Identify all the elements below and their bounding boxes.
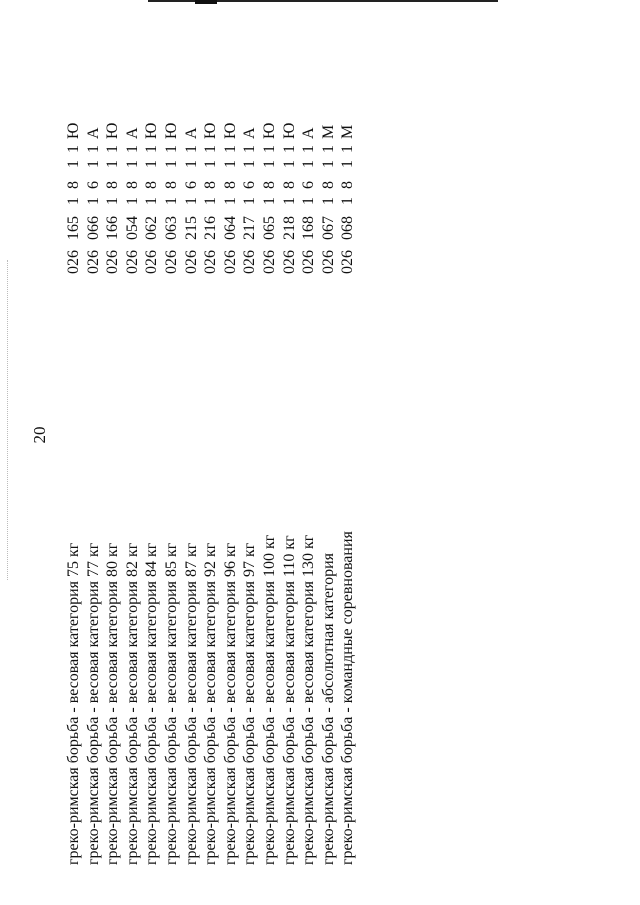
code-part-6: 1: [319, 145, 337, 153]
code-part-1: 026: [221, 250, 239, 274]
code-part-1: 026: [104, 250, 122, 274]
code-part-4: 6: [84, 181, 102, 189]
discipline-name: греко-римская борьба - весовая категория 130 кг: [300, 534, 318, 865]
code-part-2: 217: [241, 216, 259, 240]
code-part-5: 1: [300, 160, 318, 168]
code-part-6: 1: [241, 145, 259, 153]
discipline-name: греко-римская борьба - весовая категория 77 кг: [84, 542, 102, 865]
discipline-name: греко-римская борьба - весовая категория 87 кг: [182, 542, 200, 865]
code-part-5: 1: [260, 160, 278, 168]
code-part-6: 1: [182, 145, 200, 153]
code-letter: Ю: [280, 122, 298, 139]
code-letter: А: [182, 127, 200, 139]
discipline-name: греко-римская борьба - весовая категория 96 кг: [221, 542, 239, 865]
code-part-1: 026: [84, 250, 102, 274]
code-part-1: 026: [65, 250, 82, 274]
code-part-2: 215: [182, 216, 200, 240]
code-part-5: 1: [123, 160, 141, 168]
discipline-name: греко-римская борьба - весовая категория 100 кг: [260, 534, 278, 865]
code-part-4: 6: [300, 181, 318, 189]
discipline-name: греко-римская борьба - весовая категория 80 кг: [104, 542, 122, 865]
discipline-name: греко-римская борьба - абсолютная категория: [319, 552, 337, 865]
code-part-3: 1: [300, 197, 318, 205]
code-part-5: 1: [202, 160, 220, 168]
code-part-6: 1: [221, 145, 239, 153]
code-part-3: 1: [241, 197, 259, 205]
code-part-5: 1: [280, 160, 298, 168]
code-letter: М: [319, 124, 337, 139]
code-part-2: 066: [84, 216, 102, 240]
code-part-6: 1: [260, 145, 278, 153]
code-letter: М: [339, 124, 357, 139]
code-part-3: 1: [65, 197, 82, 205]
code-part-4: 8: [65, 181, 82, 189]
code-part-2: 067: [319, 216, 337, 240]
code-part-4: 6: [182, 181, 200, 189]
code-part-5: 1: [104, 160, 122, 168]
code-part-4: 8: [319, 181, 337, 189]
code-letter: Ю: [143, 122, 161, 139]
code-letter: Ю: [202, 122, 220, 139]
code-part-6: 1: [280, 145, 298, 153]
code-part-4: 8: [221, 181, 239, 189]
code-part-2: 063: [162, 216, 180, 240]
code-part-3: 1: [123, 197, 141, 205]
code-part-2: 165: [65, 216, 82, 240]
code-part-2: 054: [123, 216, 141, 240]
code-part-3: 1: [202, 197, 220, 205]
discipline-name: греко-римская борьба - командные соревнования: [339, 531, 357, 865]
code-letter: Ю: [104, 122, 122, 139]
code-part-4: 6: [241, 181, 259, 189]
code-part-1: 026: [280, 250, 298, 274]
code-part-4: 8: [280, 181, 298, 189]
code-part-5: 1: [162, 160, 180, 168]
code-part-4: 8: [123, 181, 141, 189]
code-letter: Ю: [65, 122, 82, 139]
code-part-6: 1: [162, 145, 180, 153]
code-part-2: 166: [104, 216, 122, 240]
page-number: 20: [30, 426, 49, 444]
code-part-5: 1: [339, 160, 357, 168]
code-part-2: 218: [280, 216, 298, 240]
code-part-3: 1: [143, 197, 161, 205]
code-part-6: 1: [300, 145, 318, 153]
code-letter: А: [241, 127, 259, 139]
discipline-name: греко-римская борьба - весовая категория 84 кг: [143, 542, 161, 865]
discipline-name: греко-римская борьба - весовая категория 85 кг: [162, 542, 180, 865]
code-part-4: 8: [162, 181, 180, 189]
code-part-3: 1: [182, 197, 200, 205]
discipline-name: греко-римская борьба - весовая категория 82 кг: [123, 542, 141, 865]
code-part-1: 026: [339, 250, 357, 274]
code-part-5: 1: [241, 160, 259, 168]
code-part-3: 1: [280, 197, 298, 205]
code-part-3: 1: [221, 197, 239, 205]
code-letter: А: [300, 127, 318, 139]
discipline-name: греко-римская борьба - весовая категория 97 кг: [241, 542, 259, 865]
code-part-6: 1: [339, 145, 357, 153]
code-part-5: 1: [84, 160, 102, 168]
code-part-2: 064: [221, 216, 239, 240]
code-part-6: 1: [104, 145, 122, 153]
code-part-1: 026: [202, 250, 220, 274]
code-part-3: 1: [84, 197, 102, 205]
code-part-4: 8: [202, 181, 220, 189]
code-part-2: 168: [300, 216, 318, 240]
discipline-name: греко-римская борьба - весовая категория 92 кг: [202, 542, 220, 865]
code-part-1: 026: [319, 250, 337, 274]
code-part-4: 8: [104, 181, 122, 189]
code-letter: А: [84, 127, 102, 139]
code-letter: Ю: [162, 122, 180, 139]
code-part-6: 1: [84, 145, 102, 153]
code-part-3: 1: [104, 197, 122, 205]
code-part-6: 1: [202, 145, 220, 153]
code-part-3: 1: [319, 197, 337, 205]
discipline-name: греко-римская борьба - весовая категория 75 кг: [65, 542, 82, 865]
code-part-1: 026: [260, 250, 278, 274]
code-part-1: 026: [182, 250, 200, 274]
code-part-1: 026: [143, 250, 161, 274]
code-part-4: 8: [143, 181, 161, 189]
code-part-1: 026: [241, 250, 259, 274]
code-part-4: 8: [260, 181, 278, 189]
code-part-3: 1: [260, 197, 278, 205]
code-part-1: 026: [300, 250, 318, 274]
code-letter: Ю: [221, 122, 239, 139]
code-letter: А: [123, 127, 141, 139]
code-part-5: 1: [65, 160, 82, 168]
code-part-6: 1: [123, 145, 141, 153]
code-part-6: 1: [143, 145, 161, 153]
code-part-2: 065: [260, 216, 278, 240]
code-part-2: 216: [202, 216, 220, 240]
discipline-name: греко-римская борьба - весовая категория 110 кг: [280, 535, 298, 865]
code-part-6: 1: [65, 145, 82, 153]
code-part-3: 1: [339, 197, 357, 205]
code-part-4: 8: [339, 181, 357, 189]
code-part-5: 1: [143, 160, 161, 168]
code-letter: Ю: [260, 122, 278, 139]
code-part-2: 068: [339, 216, 357, 240]
code-part-5: 1: [319, 160, 337, 168]
code-part-1: 026: [162, 250, 180, 274]
code-part-1: 026: [123, 250, 141, 274]
code-part-3: 1: [162, 197, 180, 205]
code-part-5: 1: [221, 160, 239, 168]
code-part-2: 062: [143, 216, 161, 240]
code-part-5: 1: [182, 160, 200, 168]
